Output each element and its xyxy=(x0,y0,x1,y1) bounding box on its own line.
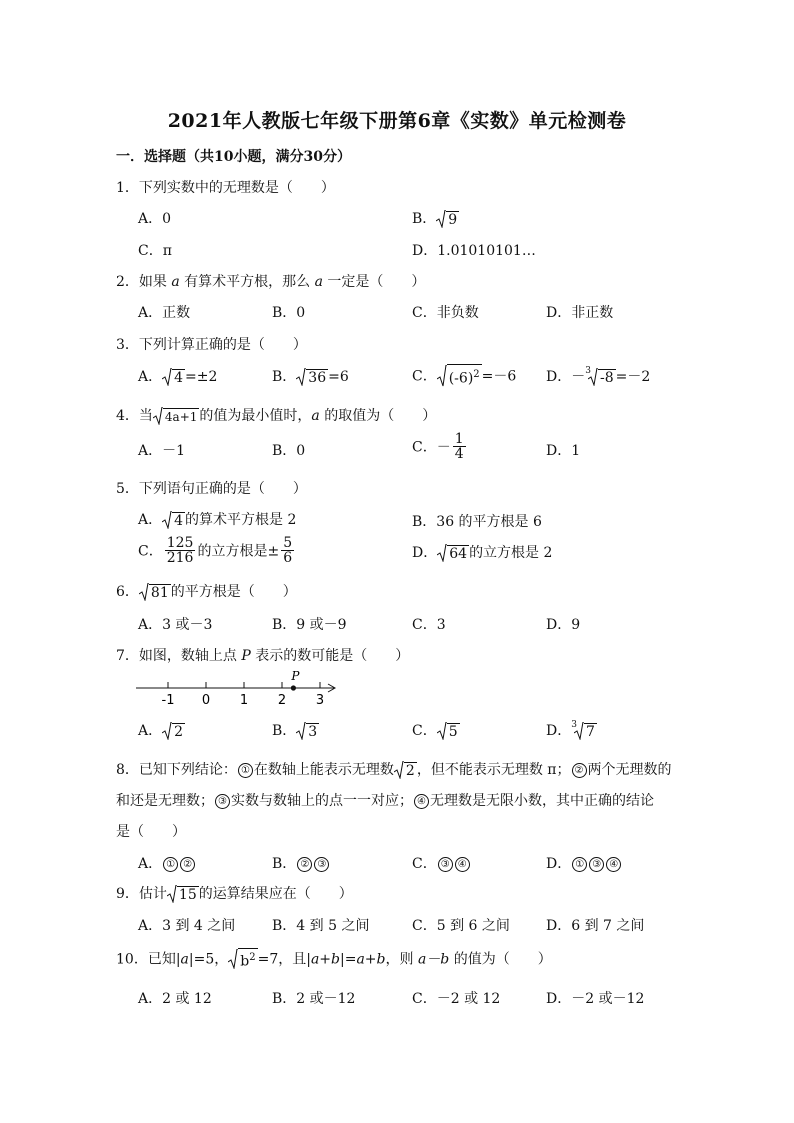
sqrt-expression: 9 xyxy=(436,210,459,228)
page-title: 2021年人教版七年级下册第6章《实数》单元检测卷 xyxy=(167,110,627,132)
number-line-tick-label: 1 xyxy=(239,693,249,708)
q8-option-a: A． ① ② xyxy=(138,853,196,873)
point-p-label: P xyxy=(291,669,300,683)
q6-option-a: A．3 或－3 xyxy=(138,617,213,633)
fraction: $\frac{1}{4}$ xyxy=(454,431,464,462)
q10-option-a: A．2 或 12 xyxy=(138,991,212,1007)
point-p xyxy=(291,685,296,690)
q6-option-c: C．3 xyxy=(412,617,446,633)
q3-option-d: D．－$^3$ -8 =－2 xyxy=(546,366,651,386)
question-1-stem: 1．下列实数中的无理数是（ ） xyxy=(116,180,335,196)
q2-option-c: C．非负数 xyxy=(412,305,479,321)
question-10-stem: 10．已知|a|=5， $b^2 =7$，且|a+b|=a+b，则 a－b 的值为（ ） xyxy=(116,948,552,971)
q1-option-b: B． 9 xyxy=(412,211,458,228)
q8-option-b: B． ② ③ xyxy=(272,853,330,873)
q3-option-b: B． 36 =6 xyxy=(272,369,349,386)
q5-option-d: D． 64 的立方根是 2 xyxy=(412,545,553,562)
question-7-stem: 7．如图，数轴上点 P 表示的数可能是（ ） xyxy=(116,648,410,664)
q8-option-d: D． ① ③ ④ xyxy=(546,853,622,873)
question-8-line-2: 和还是无理数； ③ 实数与数轴上的点一一对应； ④ 无理数是无限小数，其中正确的结论 xyxy=(116,793,654,809)
question-4-stem: 4．当 4a+1 的值为最小值时，a 的取值为（ ） xyxy=(116,408,437,424)
q8-option-c: C． ③ ④ xyxy=(412,853,471,873)
q9-option-c: C．5 到 6 之间 xyxy=(412,918,510,934)
number-line-tick-label: 3 xyxy=(315,693,325,708)
q5-option-a: A． 4 的算术平方根是 2 xyxy=(138,512,297,529)
question-5-stem: 5．下列语句正确的是（ ） xyxy=(116,481,307,497)
question-9-stem: 9．估计 15 的运算结果应在（ ） xyxy=(116,886,353,903)
question-6-stem: 6． 81 的平方根是（ ） xyxy=(116,584,297,601)
question-8-line-3: 是（ ） xyxy=(116,824,186,840)
q10-option-c: C．－2 或 12 xyxy=(412,991,501,1007)
number-line-tick-label: 0 xyxy=(201,693,211,708)
q10-option-d: D．－2 或－12 xyxy=(546,991,645,1007)
q1-option-c: C．π xyxy=(138,243,172,259)
section-heading: 一．选择题（共10小题，满分30分） xyxy=(116,149,351,165)
question-2-stem: 2．如果 a 有算术平方根，那么 a 一定是（ ） xyxy=(116,274,426,290)
q5-option-c: C． $\frac{125}{216}$ 的立方根是± $\frac{5}{6}$ xyxy=(138,535,293,566)
q4-option-b: B．0 xyxy=(272,443,306,459)
q9-option-b: B．4 到 5 之间 xyxy=(272,918,370,934)
q5-option-b: B．36 的平方根是 6 xyxy=(412,514,542,530)
q3-option-a: A． 4 =±2 xyxy=(138,369,218,386)
q4-option-c: C．－ $\frac{1}{4}$ xyxy=(412,431,464,462)
q2-option-a: A．正数 xyxy=(138,305,191,321)
q6-option-b: B．9 或－9 xyxy=(272,617,347,633)
q10-option-b: B．2 或－12 xyxy=(272,991,356,1007)
q9-option-d: D．6 到 7 之间 xyxy=(546,918,645,934)
q9-option-a: A．3 到 4 之间 xyxy=(138,918,236,934)
q6-option-d: D．9 xyxy=(546,617,581,633)
q7-option-a: A． 2 xyxy=(138,723,184,740)
number-line-figure xyxy=(136,668,346,708)
q1-option-d: D．1.01010101… xyxy=(412,243,536,259)
q4-option-d: D．1 xyxy=(546,443,581,459)
q1-option-a: A．0 xyxy=(138,211,172,227)
number-line-tick-label: -1 xyxy=(161,693,175,708)
q2-option-d: D．非正数 xyxy=(546,305,614,321)
question-3-stem: 3．下列计算正确的是（ ） xyxy=(116,337,307,353)
q3-option-c: C． $(-6)^2 =-6$ xyxy=(412,364,516,389)
q4-option-a: A．－1 xyxy=(138,443,186,459)
number-line-tick-label: 2 xyxy=(277,693,287,708)
q7-option-c: C． 5 xyxy=(412,723,458,740)
question-8-line-1: 8．已知下列结论： ① 在数轴上能表示无理数 2 ，但不能表示无理数 π； ② 两个无理数的 xyxy=(116,762,672,779)
q7-option-b: B． 3 xyxy=(272,723,318,740)
q7-option-d: D．$^3$ 7 xyxy=(546,720,595,740)
q2-option-b: B．0 xyxy=(272,305,306,321)
